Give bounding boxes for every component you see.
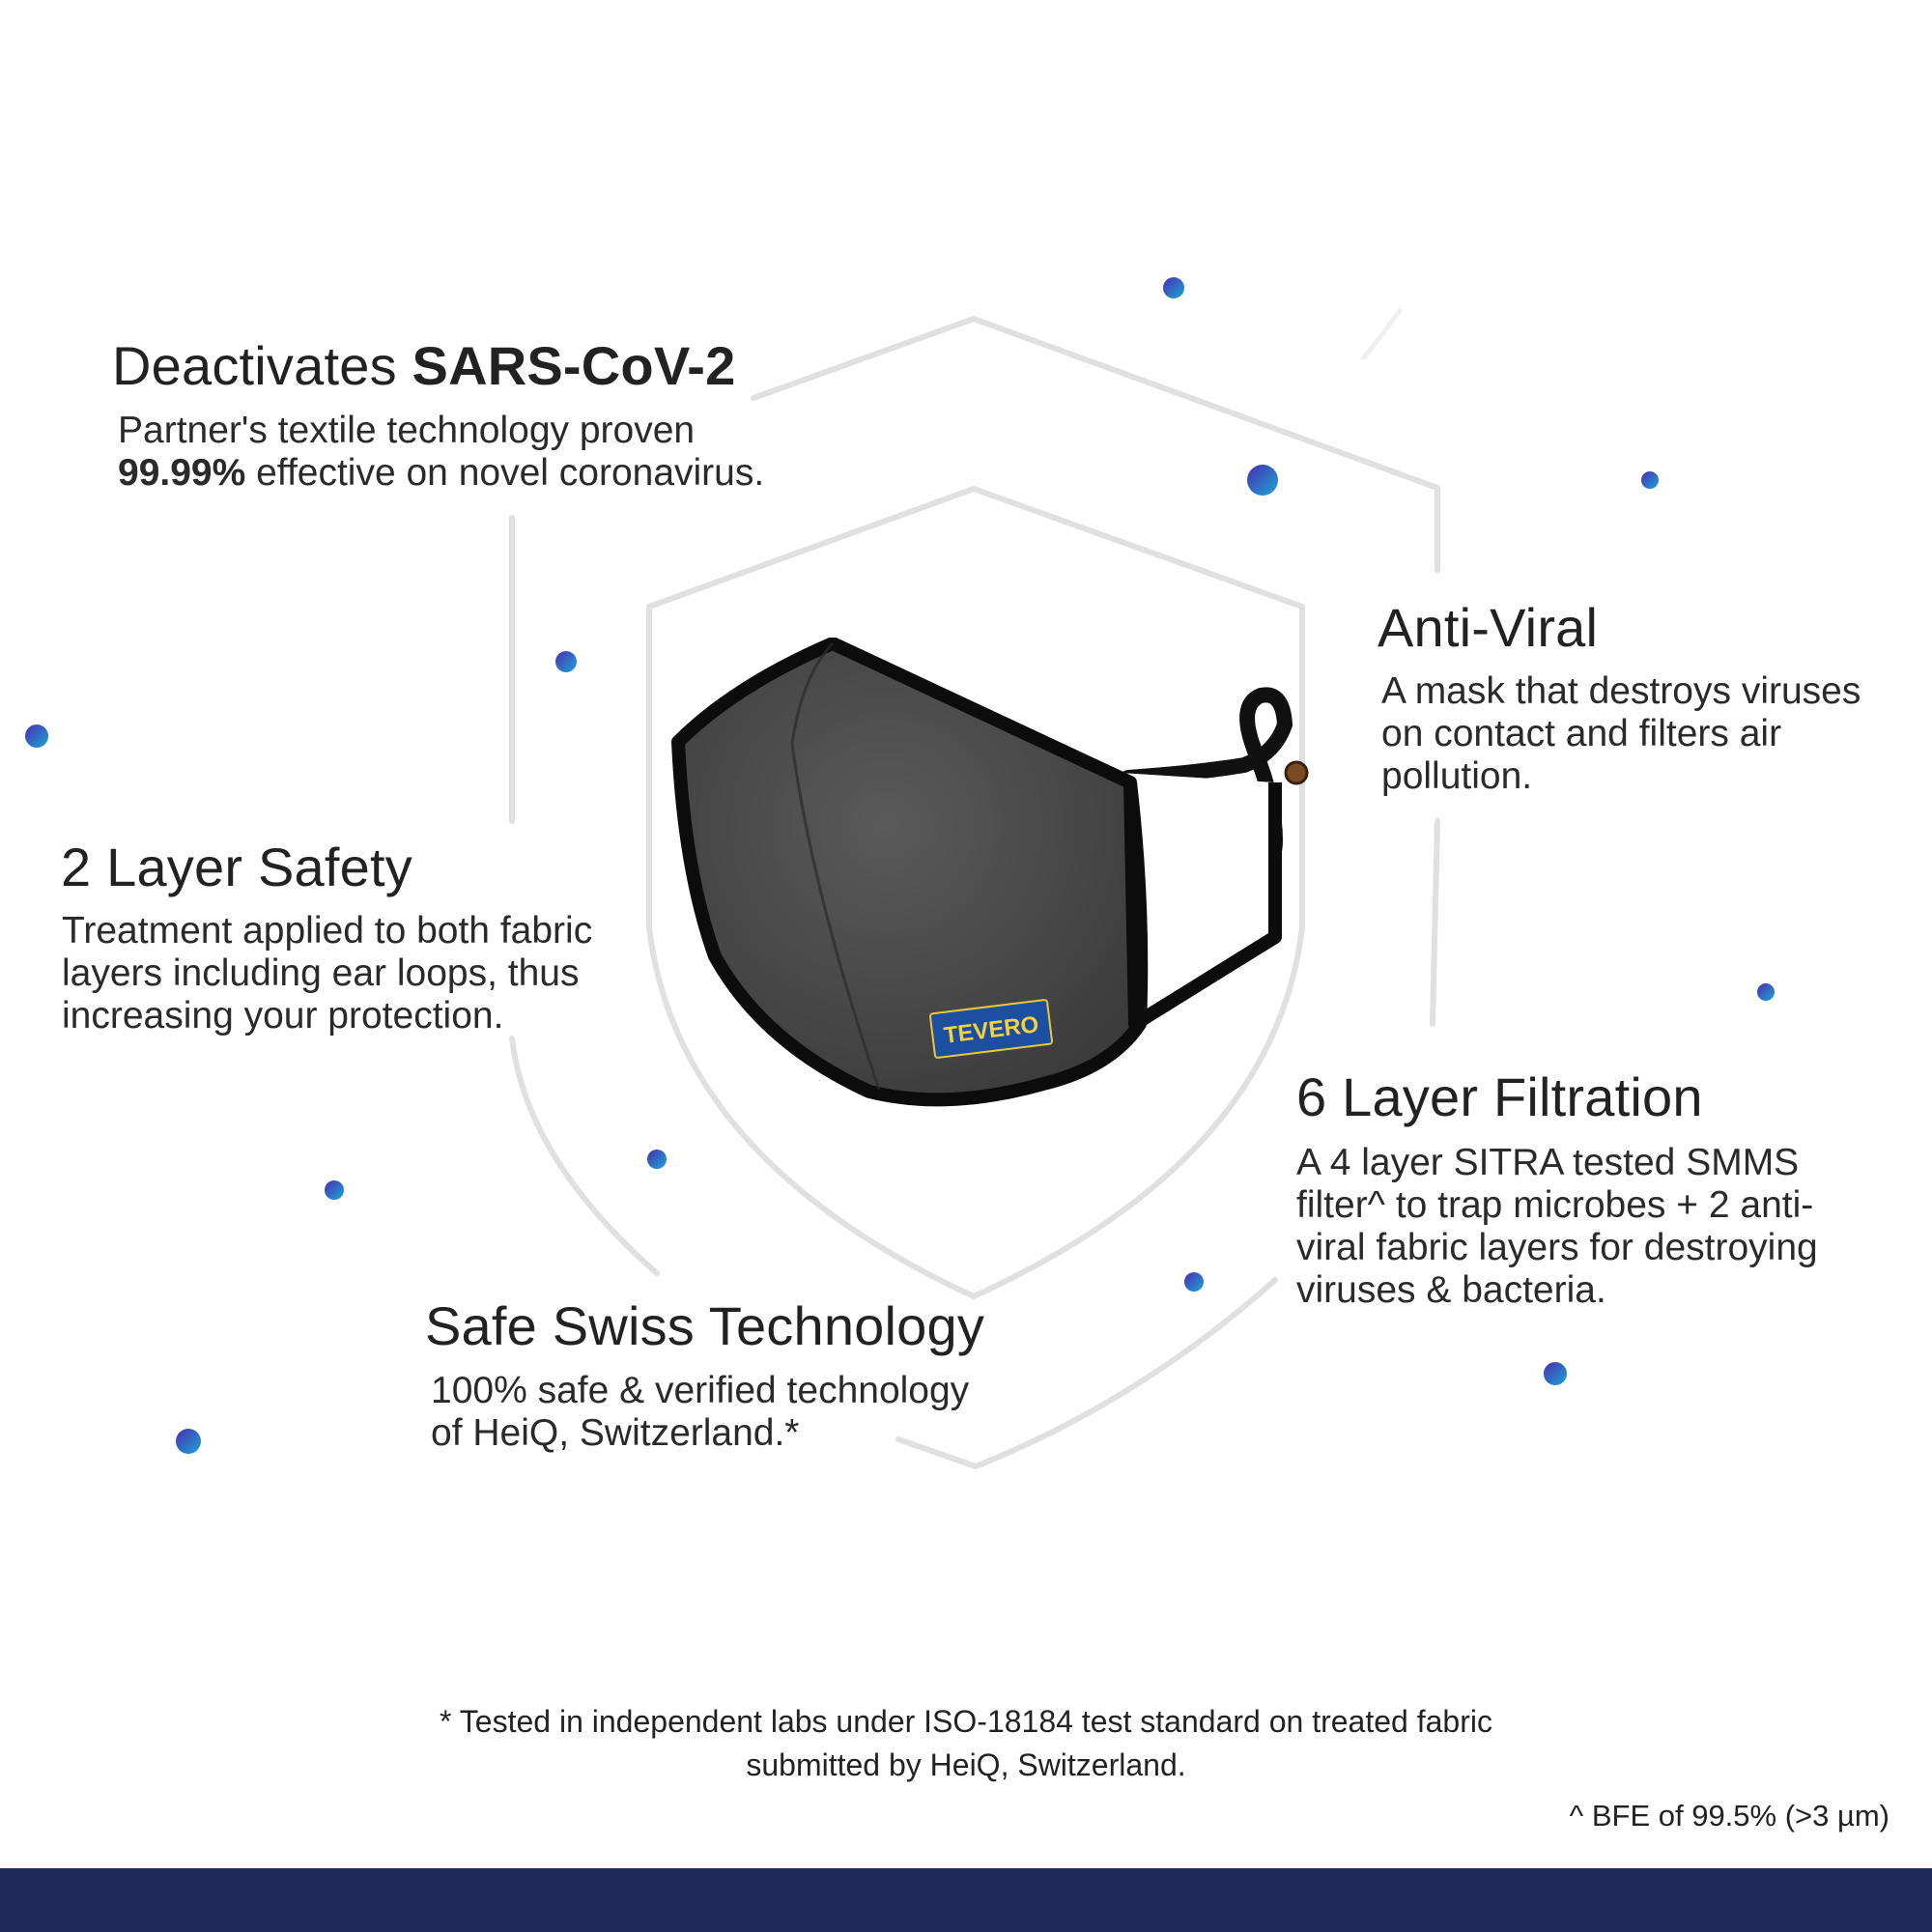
decorative-dot bbox=[1757, 983, 1775, 1001]
six-layer-title: 6 Layer Filtration bbox=[1296, 1066, 1703, 1127]
tested-footnote: * Tested in independent labs under ISO-18184 test standard on treated fabric submitted by HeiQ, Switzerland. bbox=[440, 1704, 1492, 1782]
deactivates-body-percent: 99.99% bbox=[118, 452, 246, 494]
decorative-dot bbox=[647, 1150, 667, 1169]
deactivates-title-bold: SARS-CoV-2 bbox=[412, 335, 736, 396]
decorative-dot bbox=[1184, 1272, 1204, 1292]
bottom-bar bbox=[0, 1868, 1932, 1932]
decorative-dot bbox=[1247, 465, 1278, 496]
decorative-dot bbox=[176, 1429, 201, 1454]
decorative-dot bbox=[25, 724, 48, 748]
deactivates-body bbox=[118, 410, 852, 495]
anti-viral-body: A mask that destroys viruses on contact and filters air pollution. bbox=[1381, 670, 1861, 797]
outer-shield-right-mid bbox=[1433, 821, 1437, 1024]
decorative-dot bbox=[1641, 471, 1659, 489]
decorative-dot bbox=[1163, 277, 1184, 298]
decorative-dot bbox=[325, 1180, 344, 1200]
mask-body bbox=[678, 643, 1141, 1099]
decorative-dot bbox=[1544, 1362, 1567, 1385]
deactivates-title bbox=[112, 334, 735, 398]
anti-viral-title: Anti-Viral bbox=[1378, 597, 1599, 658]
svg-text:TEVERO: TEVERO bbox=[942, 1011, 1040, 1049]
deactivates-body-line1: Partner's textile technology proven bbox=[118, 410, 696, 451]
deactivates-title-prefix: Deactivates bbox=[112, 335, 412, 396]
decorative-dot bbox=[555, 651, 577, 672]
two-layer-title: 2 Layer Safety bbox=[61, 837, 412, 897]
swiss-title: Safe Swiss Technology bbox=[425, 1295, 985, 1356]
face-mask-image bbox=[657, 638, 1314, 1121]
bfe-footnote: ^ BFE of 99.5% (>3 µm) bbox=[1569, 1799, 1889, 1833]
deactivates-body-line2: effective on novel coronavirus. bbox=[245, 452, 765, 494]
outer-shield-left-bottom bbox=[512, 1038, 657, 1273]
swiss-body: 100% safe & verified technology of HeiQ, Switzerland.* bbox=[431, 1370, 970, 1454]
two-layer-body: Treatment applied to both fabric layers including ear loops, thus increasing your protection. bbox=[62, 910, 593, 1037]
six-layer-body: A 4 layer SITRA tested SMMS filter^ to trap microbes + 2 anti-viral fabric layers for destroying viruses & bacteria. bbox=[1296, 1142, 1818, 1311]
